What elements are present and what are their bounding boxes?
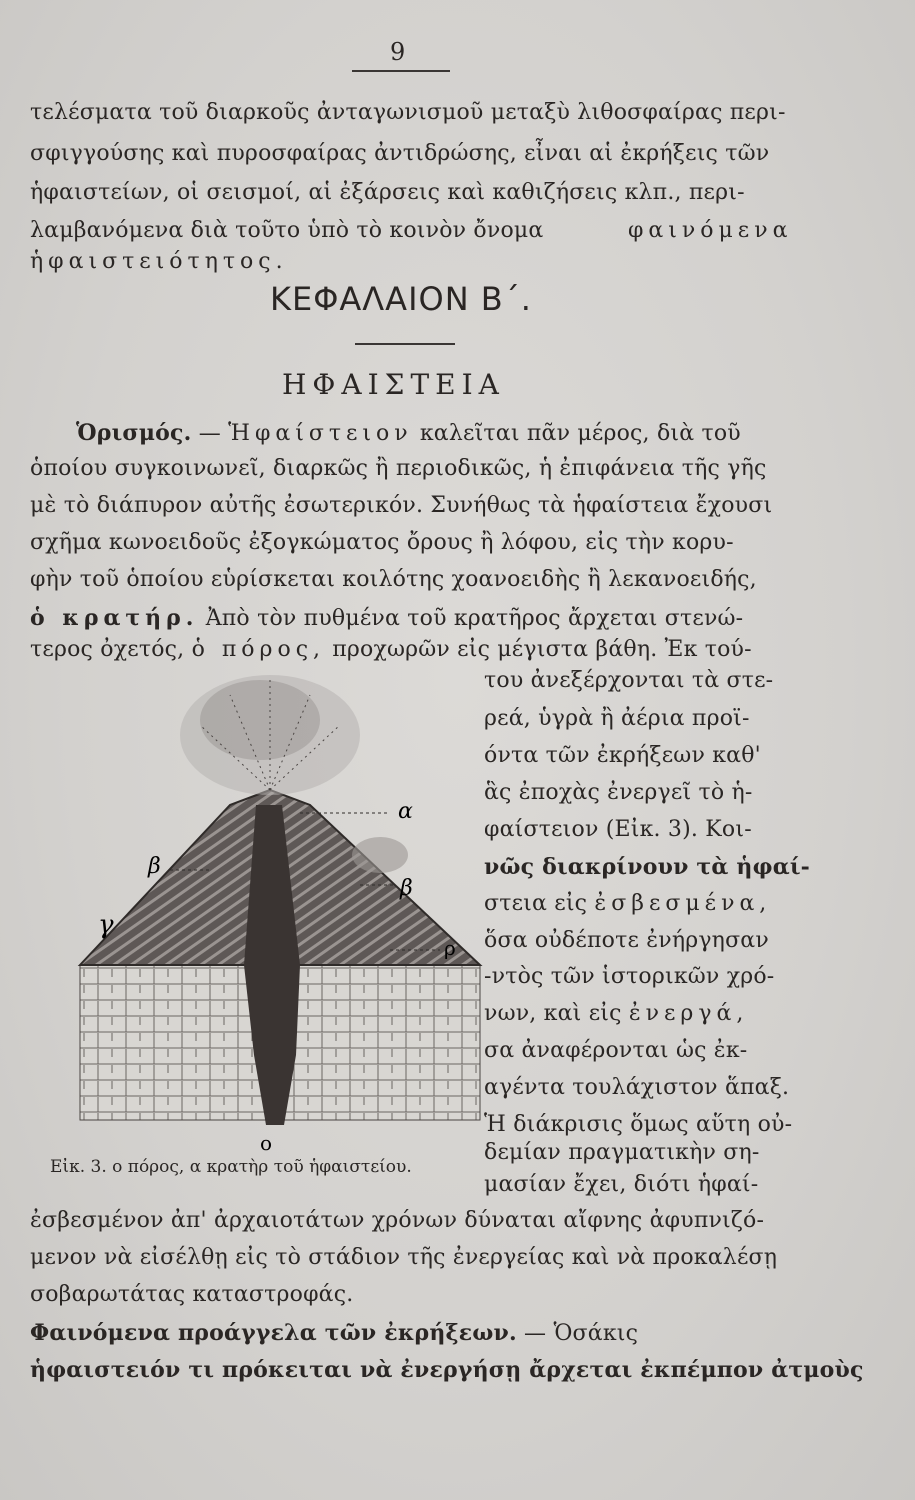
column-line: ρεά, ὑγρὰ ἢ ἀέρια προϊ- [484, 706, 750, 731]
section-title: ΗΦΑΙΣΤΕΙΑ [282, 368, 505, 401]
column-line: αγέντα τουλάχιστον ἅπαξ. [484, 1075, 790, 1100]
text-line: ἡφαιστειόν τι πρόκειται νὰ ἐνεργήσῃ ἄρχεται ἐκπέμπον ἀτμοὺς [30, 1357, 864, 1383]
label-g: γ [98, 910, 114, 940]
definition-text: καλεῖται πᾶν μέρος, διὰ τοῦ [419, 421, 741, 446]
text-run: Ὁσάκις [553, 1321, 639, 1346]
volcano-figure [60, 665, 500, 1165]
text-run: νων, καὶ εἰς [484, 1001, 622, 1026]
page-number: 9 [390, 38, 406, 66]
text-run: προχωρῶν εἰς μέγιστα βάθη. Ἐκ τού- [332, 637, 752, 662]
text-line: ἐσβεσμένον ἀπ' ἀρχαιοτάτων χρόνων δύναται αἴφνης ἀφυπνιζό- [30, 1208, 765, 1233]
column-line: όντα τῶν ἐκρήξεων καθ' [484, 743, 761, 768]
text-run: τερος ὀχετός, [30, 637, 185, 662]
text-line: λαμβανόμενα διὰ τοῦτο ὑπὸ τὸ κοινὸν ὄνομα [30, 218, 544, 243]
text-line: ἡφαιστείων, οἱ σεισμοί, αἱ ἐξάρσεις καὶ καθιζήσεις κλπ., περι- [30, 180, 745, 205]
column-line: μασίαν ἔχει, διότι ἡφαί- [484, 1172, 759, 1197]
column-line: Ἡ διάκρισις ὅμως αὕτη οὐ- [484, 1112, 793, 1137]
page-number-rule [352, 70, 450, 72]
column-line: φαίστειον (Εἰκ. 3). Κοι- [484, 817, 752, 842]
column-line: νῶς διακρίνουν τὰ ἡφαί- [484, 854, 811, 880]
term-krater: ὁ κρατήρ. [30, 605, 199, 631]
column-line: -ντὸς τῶν ἱστορικῶν χρό- [484, 964, 775, 989]
spaced-term: φαινόμενα [628, 218, 793, 243]
chapter-rule [355, 343, 455, 345]
text-line: φὴν τοῦ ὁποίου εὑρίσκεται κοιλότης χοανοειδὴς ἢ λεκανοειδής, [30, 567, 757, 592]
text-line: μὲ τὸ διάπυρον αὐτῆς ἐσωτερικόν. Συνήθως τὰ ἡφαίστεια ἔχουσι [30, 493, 773, 518]
column-line: του ἀνεξέρχονται τὰ στε- [484, 668, 774, 693]
column-line: ὅσα οὐδέποτε ἐνήργησαν [484, 928, 769, 953]
text-line: σοβαρωτάτας καταστροφάς. [30, 1282, 354, 1307]
dash: — [524, 1321, 547, 1346]
text-line: μενον νὰ εἰσέλθῃ εἰς τὸ στάδιον τῆς ἐνεργείας καὶ νὰ προκαλέσῃ [30, 1245, 778, 1270]
text-line: σχῆμα κωνοειδοῦς ἐξογκώματος ὄρους ἢ λόφου, εἰς τὴν κορυ- [30, 530, 734, 555]
text-line: ὁποίου συγκοινωνεῖ, διαρκῶς ἢ περιοδικῶς, ἡ ἐπιφάνεια τῆς γῆς [30, 456, 767, 481]
text-line [30, 605, 743, 631]
term-active: ἐνεργά, [628, 1001, 749, 1026]
definition-line [76, 420, 741, 446]
column-line [484, 1001, 748, 1026]
term-extinct: ἐσβεσμένα, [594, 891, 772, 916]
spaced-term: ἡφαιστειότητος. [30, 249, 288, 274]
definition-term: Ἡφαίστειον [228, 421, 413, 446]
figure-caption: Εἰκ. 3. ο πόρος, α κρατὴρ τοῦ ἡφαιστείου. [50, 1157, 412, 1177]
column-line: ἃς ἐποχὰς ἐνεργεῖ τὸ ἡ- [484, 780, 753, 805]
column-line: σα ἀναφέρονται ὡς ἐκ- [484, 1038, 748, 1063]
column-line: δεμίαν πραγματικὴν ση- [484, 1140, 760, 1165]
column-line [484, 891, 771, 916]
term-poros: ὁ πόρος, [191, 637, 326, 662]
eruption-plume [180, 675, 360, 795]
text-line: τελέσματα τοῦ διαρκοῦς ἀνταγωνισμοῦ μεταξὺ λιθοσφαίρας περι- [30, 100, 786, 125]
label-a: α [398, 799, 413, 824]
text-line [30, 637, 752, 662]
label-o: ο [260, 1131, 273, 1155]
label-r: ρ [444, 936, 456, 960]
text-run: Ἀπὸ τὸν πυθμένα τοῦ κρατῆρος ἄρχεται στενώ- [205, 606, 744, 631]
text-line: σφιγγούσης καὶ πυροσφαίρας ἀντιδρώσης, εἶναι αἱ ἐκρήξεις τῶν [30, 141, 770, 166]
label-b-left: β [148, 854, 161, 879]
phenomena-heading: Φαινόμενα προάγγελα τῶν ἐκρήξεων. [30, 1320, 517, 1346]
definition-heading: Ὁρισμός. [76, 420, 192, 446]
parasitic-cone [352, 837, 408, 873]
text-run: στεια εἰς [484, 891, 588, 916]
dash: — [198, 421, 221, 446]
text-line [30, 1320, 638, 1346]
label-b-right: β [400, 876, 413, 901]
chapter-title: ΚΕΦΑΛΑΙΟΝ Β΄. [270, 280, 532, 318]
